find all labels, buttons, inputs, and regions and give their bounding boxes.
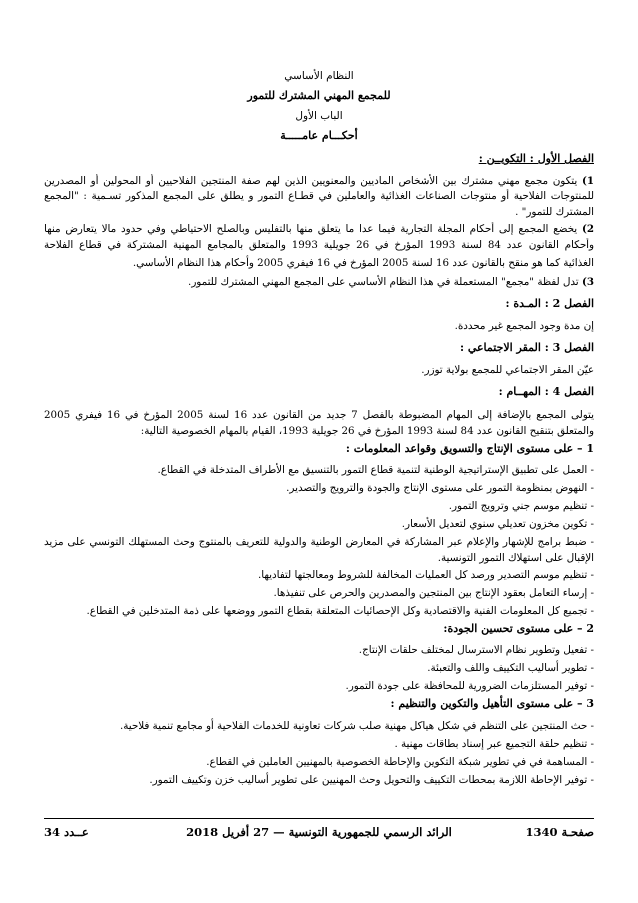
article-2-heading: الفصل 2 : المـدة : [505,297,594,310]
subsection-1-heading: 1 – على مستوى الإنتاج والتسويق وقواعد المعلومات : [345,442,594,455]
list-item: - العمل على تطبيق الإستراتيجية الوطنية لتنمية قطاع التمور بالتنسيق مع الأطراف المتدخلة في القطاع. [157,464,594,476]
article-1-paragraph-1-line-2: للمنتوجات الفلاحية أو منتوجات الصناعات الغذائية والعاملين في قطـاع التمور و يطلق على المجمع المذكور تسـمية : "المجمع [44,190,594,202]
list-item: - تكوين مخزون تعديلي سنوي لتعديل الأسعار. [401,518,594,530]
footer-issue-number: عــدد 34 [44,825,89,839]
subsection-3-heading: 3 – على مستوى التأهيل والتكوين والتنظيم : [390,697,594,710]
list-item: - توفير المستلزمات الضرورية للمحافظة على جودة التمور. [345,680,594,692]
paragraph-text: تدل لفظة "مجمع" المستعملة في هذا النظام الأساسي على المجمع المهني المشترك للتمور. [188,276,579,288]
list-item: - النهوض بمنظومة التمور على مستوى الإنتاج والجودة والترويج والتصدير. [286,482,594,494]
article-1-paragraph-2-line-2: وأحكام القانون عدد 84 لسنة 1993 المؤرخ في 26 جويلية 1993 والمتعلق بالمجامع المهنية المشتركة في قطاع الفلاحة [44,239,594,251]
document-title: النظام الأساسي [284,70,354,82]
paragraph-number: 2) [581,223,594,235]
list-item: - المساهمة في في تطوير شبكة التكوين والإحاطة الخصوصية بالمهنيين العاملين في القطاع. [206,756,594,768]
list-item: - تفعيل وتطوير نظام الاسترسال لمختلف حلقات الإنتاج. [358,644,594,656]
list-item-continuation: الإقبال على استهلاك التمور التونسية. [437,552,594,564]
footer-divider [44,818,594,819]
list-item: - تطوير أساليب التكييف واللف والتعبئة. [427,662,594,674]
article-4-intro-line-1: يتولى المجمع بالإضافة إلى المهام المضبوطة بالفصل 7 جديد من القانون عدد 16 لسنة 2005 المؤرخ في 16 فيفري 2005 [44,409,594,421]
list-item: - ضبط برامج للإشهار والإعلام عبر المشاركة في المعارض الوطنية والدولية للتعريف بالمنتوج وحث المستهلك التونسي على مزيد [44,536,594,548]
list-item: - تجميع كل المعلومات الفنية والاقتصادية وكل الإحصائيات المتعلقة بقطاع التمور ووضعها على ذمة المتدخلين في القطاع. [86,605,594,617]
list-item: - توفير الإحاطة اللازمة بمحطات التكييف والتحويل وحث المهنيين على تطوير أساليب خزن وتكييف التمور. [149,774,594,786]
article-1-paragraph-1-line-3: المشترك للتمور" . [515,206,594,218]
article-3-heading: الفصل 3 : المقر الاجتماعي : [459,341,594,354]
paragraph-number: 3) [581,276,594,288]
article-1-paragraph-2-line-3: الغذائية كما هو منقح بالقانون عدد 16 لسنة 2005 المؤرخ في 16 فيفري 2005 وأحكام هذا النظام الأساسي. [132,257,594,269]
footer-journal-title: الرائد الرسمي للجمهورية التونسية — 27 أفريل 2018 [186,825,452,839]
list-item: - تنظيم حلقة التجميع عبر إسناد بطاقات مهنية . [394,738,594,750]
list-item: - تنظيم موسم جني وترويج التمور. [448,500,594,512]
footer-page-number: صفحـة 1340 [525,825,594,839]
article-1-paragraph-3 [188,275,594,289]
article-4-intro-line-2: والمتعلق بتنقيح القانون عدد 84 لسنة 1993 المؤرخ في 26 جويلية 1993، القيام بالمهام الخصوصية التالية: [140,425,594,437]
subsection-2-heading: 2 – على مستوى تحسين الجودة: [443,622,594,635]
chapter-title: الباب الأول [295,110,343,122]
article-1-heading: الفصل الأول : التكويــن : [478,152,594,165]
section-title: أحكـــام عامـــــة [280,129,358,142]
article-3-text: عيّن المقر الاجتماعي للمجمع بولاية توزر. [421,364,594,376]
article-1-paragraph-2-line-1 [44,222,594,236]
list-item: - إرساء التعامل بعقود الإنتاج بين المنتجين والمصدرين والحرص على تنفيذها. [273,587,594,599]
article-2-text: إن مدة وجود المجمع غير محددة. [454,320,594,332]
paragraph-text: يخضع المجمع إلى أحكام المجلة التجارية فيما عدا ما يتعلق منها بالتفليس وبالصلح الاحتياطي وفي حدود مالا يتعارض منها [44,223,578,235]
paragraph-text: يتكون مجمع مهني مشترك بين الأشخاص الماديين والمعنويين الذين لهم صفة المنتجين الفلاحيين أو المحولين أو المصدرين [44,175,578,187]
list-item: - تنظيم موسم التصدير ورصد كل العمليات المخالفة للشروط ومعالجتها لتفاديها. [257,569,594,581]
document-subtitle: للمجمع المهني المشترك للتمور [247,89,391,102]
article-4-heading: الفصل 4 : المهــام : [498,385,594,398]
paragraph-number: 1) [581,175,594,187]
list-item: - حث المنتجين على التنظم في شكل هياكل مهنية صلب شركات تعاونية للخدمات الفلاحية أو مجامع تنمية فلاحية. [119,720,594,732]
article-1-paragraph-1-line-1 [44,174,594,188]
